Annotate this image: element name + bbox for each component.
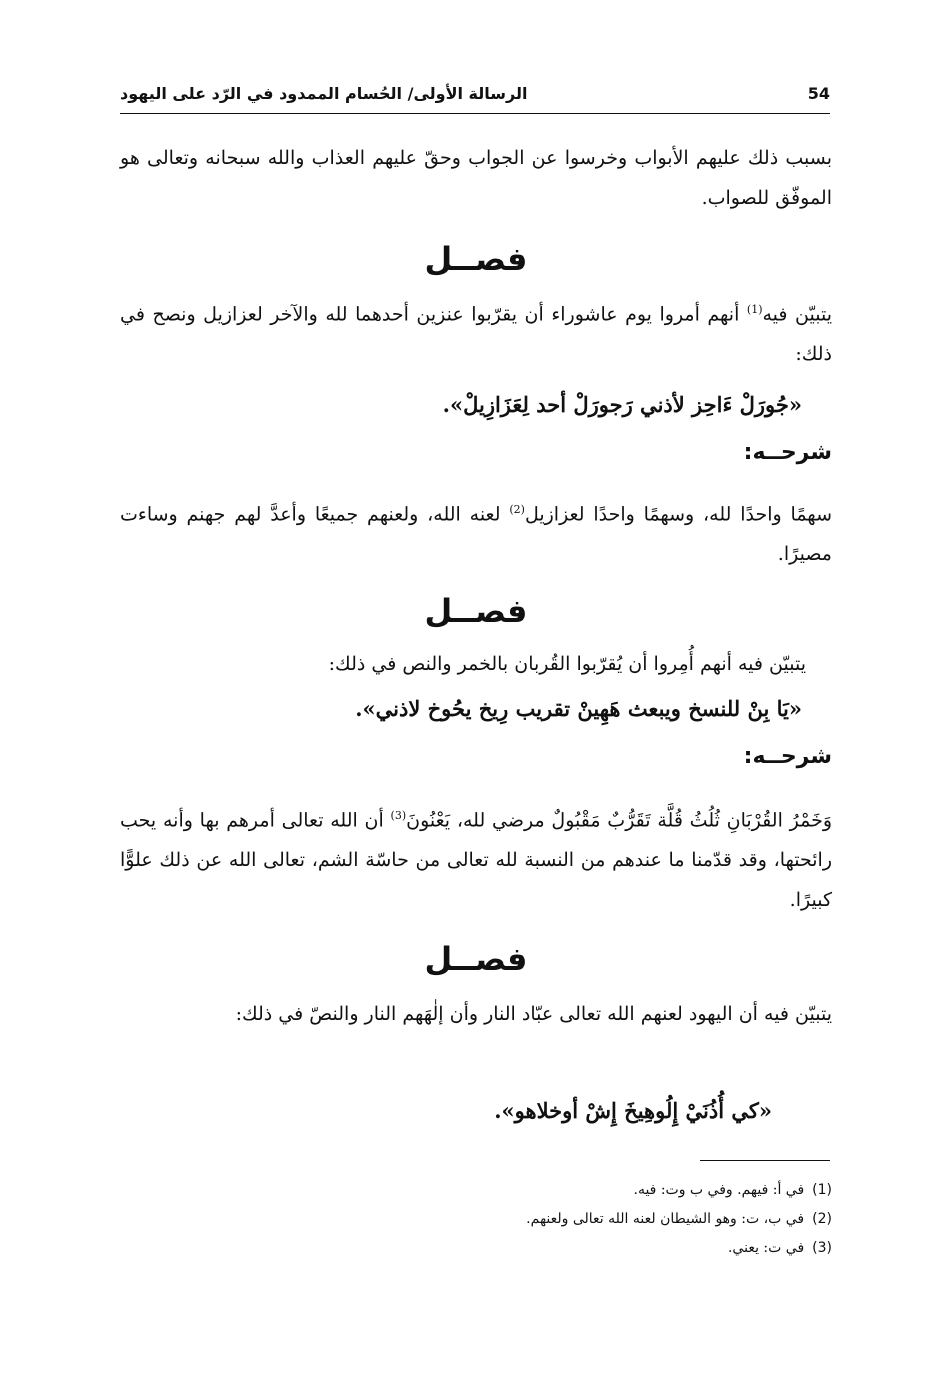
footnote-3 (120, 1234, 832, 1263)
quote-3: «كي أُذُنَيْ إِلُوهِيخَ إِشْ أوخلاهو». (494, 1098, 772, 1123)
paragraph-5-text-a: وَخَمْرُ القُرْبَانِ ثُلُثُ قُلَّة تَقَرُّبٌ مَقْبُولٌ مرضي لله، يَعْنُونَ (406, 809, 832, 832)
footnote-3-number: (3) (812, 1240, 832, 1256)
commentary-heading-1: شرحــه: (743, 440, 832, 465)
footnote-1 (120, 1176, 832, 1205)
footnotes (120, 1176, 832, 1263)
running-title: الرسالة الأولى/ الحُسام الممدود في الرّد على اليهود (120, 84, 528, 103)
paragraph-5 (120, 796, 832, 920)
quote-2: «يَا بِنْ للنسخ ويبعث هَهِينْ تقريب رِيخ يحُوخ لاذني». (355, 696, 802, 721)
paragraph-1: بسبب ذلك عليهم الأبواب وخرسوا عن الجواب وحقّ عليهم العذاب والله سبحانه وتعالى هو الموفّق للصواب. (120, 147, 832, 209)
paragraph-6: يتبيّن فيه أن اليهود لعنهم الله تعالى عبّاد النار وأن إلٰهَهم النار والنصّ في ذلك: (235, 1003, 832, 1025)
paragraph-3 (120, 490, 832, 574)
section-heading-2: فصــل (424, 592, 528, 630)
paragraph-3-text-a: سهمًا واحدًا لله، وسهمًا واحدًا لعزازيل (524, 503, 832, 526)
footnote-rule (700, 1160, 830, 1161)
paragraph-4: يتبيّن فيه أنهم أُمِروا أن يُقرّبوا القُربان بالخمر والنص في ذلك: (328, 653, 806, 675)
section-heading-1: فصــل (424, 240, 528, 278)
footnote-2 (120, 1205, 832, 1234)
quote-1: «جُورَلْ ءَاحِز لأذني رَجورَلْ أحد لِعَزَازِيلْ». (442, 392, 802, 417)
footnote-ref-1: (1) (746, 303, 763, 316)
page-number: 54 (807, 84, 830, 103)
paragraph-2-text-b: أنهم أمروا يوم عاشوراء أن يقرّبوا عنزين أحدهما لله والآخر لعزازيل ونصح في ذلك: (120, 303, 832, 366)
footnote-1-number: (1) (812, 1182, 832, 1198)
paragraph-2-text-a: يتبيّن فيه (762, 303, 832, 326)
footnote-ref-2: (2) (509, 503, 525, 516)
footnote-3-text: في ت: يعني. (727, 1240, 805, 1256)
paragraph-2 (120, 290, 832, 374)
paragraph-5-text-b: أن الله تعالى أمرهم بها وأنه يحب رائحتها، وقد قدّمنا ما عندهم من النسبة لله تعالى من حاسّة الشم، تعالى الله عن ذلك علوًّا كبيرًا. (120, 809, 832, 912)
paragraph-3-text-b: لعنه الله، ولعنهم جميعًا وأعدَّ لهم جهنم وساءت مصيرًا. (120, 503, 832, 566)
footnote-1-text: في أ: فيهم. وفي ب وت: فيه. (633, 1182, 805, 1198)
footnote-ref-3: (3) (390, 809, 407, 822)
footnote-2-text: في ب، ت: وهو الشيطان لعنه الله تعالى ولعنهم. (526, 1211, 805, 1227)
section-heading-3: فصــل (424, 940, 528, 978)
header-rule (120, 113, 830, 114)
footnote-2-number: (2) (812, 1211, 832, 1227)
commentary-heading-2: شرحــه: (743, 744, 832, 769)
page-header (120, 80, 830, 110)
